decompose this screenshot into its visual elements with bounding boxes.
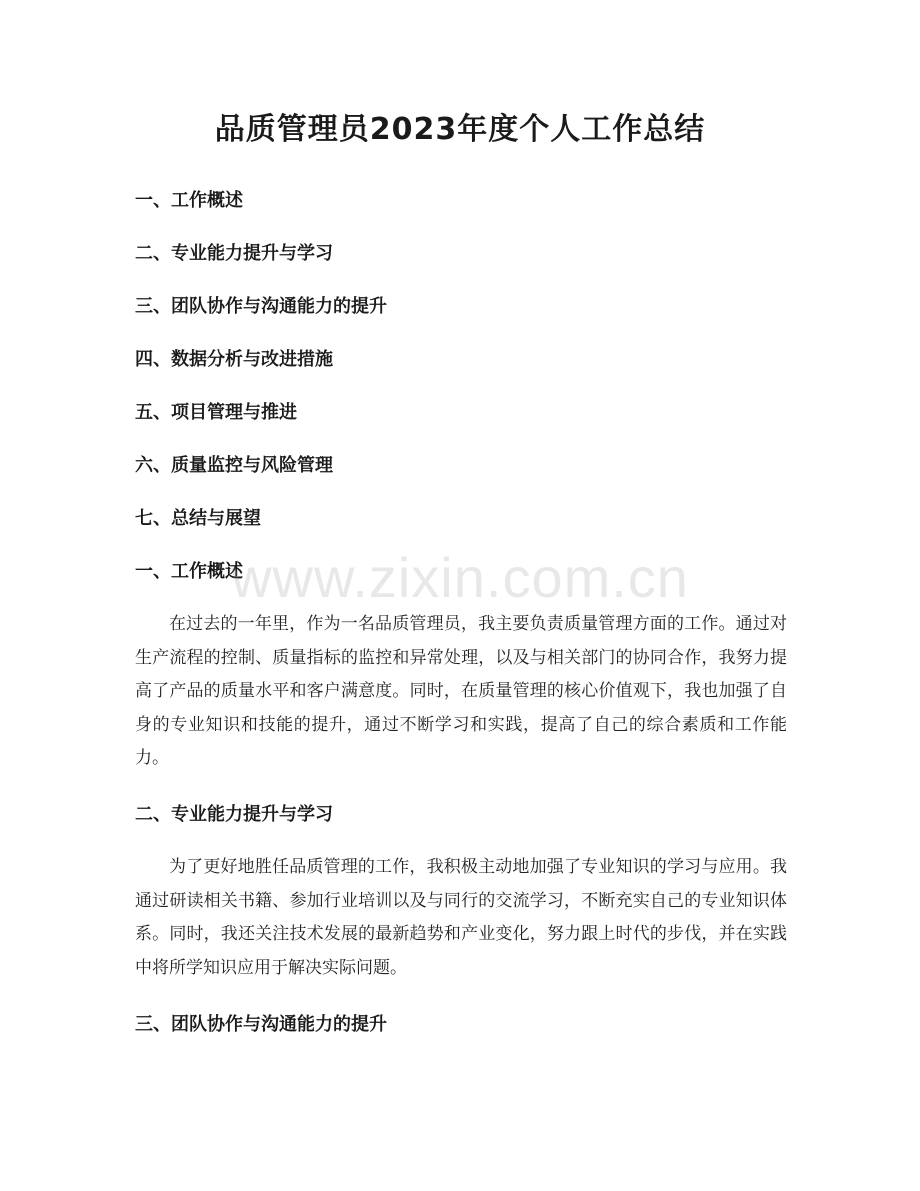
toc-item-3: 三、团队协作与沟通能力的提升 <box>135 296 387 317</box>
toc-item-6: 六、质量监控与风险管理 <box>135 455 333 476</box>
section-body-1: 在过去的一年里，作为一名品质管理员，我主要负责质量管理方面的工作。通过对生产流程的控制、质量指标的监控和异常处理，以及与相关部门的协同合作，我努力提高了产品的质量水平和客户满意度。同时，在质量管理的核心价值观下，我也加强了自身的专业知识和技能的提升，通过不断学习和实践，提高了自己的综合素质和工作能力。 <box>135 614 787 769</box>
toc-item-4: 四、数据分析与改进措施 <box>135 349 333 370</box>
watermark: www.zixin.com.cn <box>231 546 689 609</box>
section-heading-1: 一、工作概述 <box>135 561 243 582</box>
section-heading-3: 三、团队协作与沟通能力的提升 <box>135 1014 387 1035</box>
section-body-2: 为了更好地胜任品质管理的工作，我积极主动地加强了专业知识的学习与应用。我通过研读相关书籍、参加行业培训以及与同行的交流学习，不断充实自己的专业知识体系。同时，我还关注技术发展的最新趋势和产业变化，努力跟上时代的步伐，并在实践中将所学知识应用于解决实际问题。 <box>135 857 787 978</box>
toc-item-5: 五、项目管理与推进 <box>135 402 297 423</box>
toc-item-2: 二、专业能力提升与学习 <box>135 243 333 264</box>
toc-item-7: 七、总结与展望 <box>135 508 261 529</box>
section-heading-2: 二、专业能力提升与学习 <box>135 804 333 825</box>
document-title: 品质管理员2023年度个人工作总结 <box>214 112 706 147</box>
toc-item-1: 一、工作概述 <box>135 190 243 211</box>
